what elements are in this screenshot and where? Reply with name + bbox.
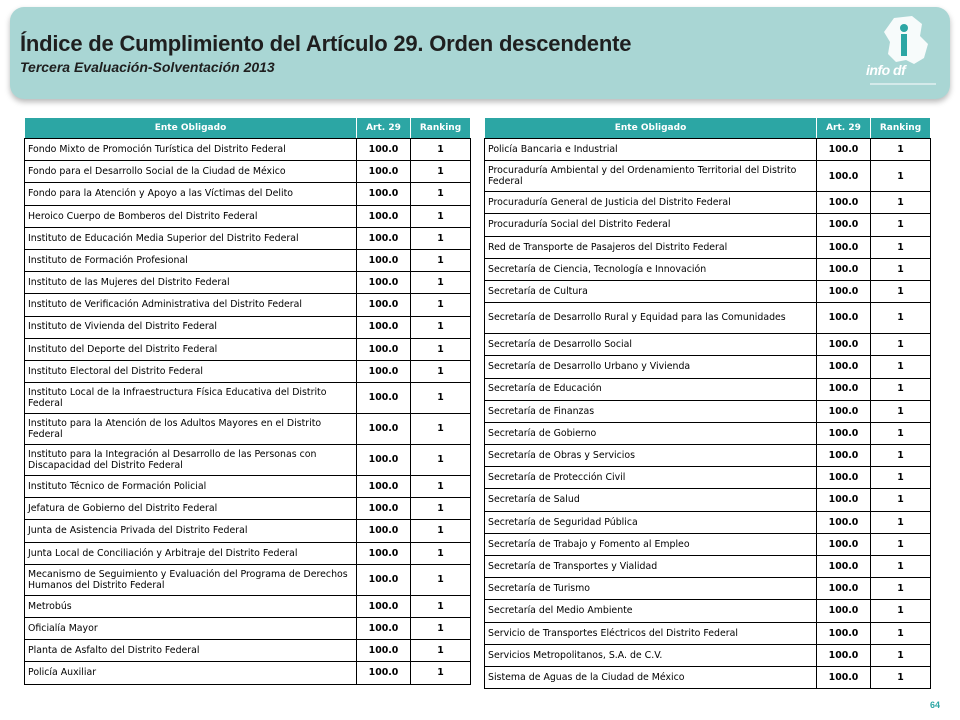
table-row — [485, 334, 931, 356]
art29-cell: 100.0 — [357, 161, 411, 183]
table-row — [485, 303, 931, 334]
art29-cell: 100.0 — [817, 600, 871, 622]
ranking-cell: 1 — [411, 595, 471, 617]
entity-cell: Secretaría de Desarrollo Rural y Equidad para las Comunidades — [485, 303, 817, 334]
art29-cell: 100.0 — [357, 564, 411, 595]
entity-cell: Heroico Cuerpo de Bomberos del Distrito Federal — [25, 205, 357, 227]
table-row — [25, 640, 471, 662]
ranking-cell: 1 — [411, 640, 471, 662]
ranking-cell: 1 — [871, 236, 931, 258]
art29-cell: 100.0 — [817, 356, 871, 378]
table-row — [25, 542, 471, 564]
table-row — [485, 161, 931, 192]
table-row — [25, 498, 471, 520]
column-header-entity: Ente Obligado — [485, 118, 817, 139]
ranking-cell: 1 — [871, 578, 931, 600]
entity-cell: Secretaría de Desarrollo Social — [485, 334, 817, 356]
art29-cell: 100.0 — [817, 378, 871, 400]
table-row — [485, 139, 931, 161]
art29-cell: 100.0 — [357, 383, 411, 414]
table-row — [485, 378, 931, 400]
table-row — [485, 258, 931, 280]
ranking-cell: 1 — [411, 316, 471, 338]
ranking-cell: 1 — [871, 666, 931, 688]
entity-cell: Junta Local de Conciliación y Arbitraje del Distrito Federal — [25, 542, 357, 564]
entity-cell: Secretaría de Gobierno — [485, 422, 817, 444]
art29-cell: 100.0 — [817, 192, 871, 214]
column-header-ranking: Ranking — [411, 118, 471, 139]
table-row — [25, 183, 471, 205]
ranking-cell: 1 — [411, 249, 471, 271]
ranking-cell: 1 — [871, 644, 931, 666]
table-row — [485, 236, 931, 258]
entity-cell: Secretaría de Finanzas — [485, 400, 817, 422]
ranking-cell: 1 — [871, 139, 931, 161]
entity-cell: Fondo para el Desarrollo Social de la Ciudad de México — [25, 161, 357, 183]
ranking-cell: 1 — [871, 467, 931, 489]
table-row — [485, 556, 931, 578]
entity-cell: Instituto de las Mujeres del Distrito Federal — [25, 272, 357, 294]
table-row — [25, 414, 471, 445]
table-row — [25, 520, 471, 542]
table-row — [485, 445, 931, 467]
art29-cell: 100.0 — [817, 236, 871, 258]
ranking-cell: 1 — [871, 622, 931, 644]
column-header-art29: Art. 29 — [357, 118, 411, 139]
art29-cell: 100.0 — [817, 422, 871, 444]
table-row — [485, 467, 931, 489]
table-row — [485, 622, 931, 644]
ranking-cell: 1 — [411, 161, 471, 183]
art29-cell: 100.0 — [817, 258, 871, 280]
ranking-cell: 1 — [411, 272, 471, 294]
table-row — [485, 422, 931, 444]
table-row — [25, 476, 471, 498]
entity-cell: Jefatura de Gobierno del Distrito Federal — [25, 498, 357, 520]
table-row — [485, 578, 931, 600]
table-row — [25, 272, 471, 294]
art29-cell: 100.0 — [817, 533, 871, 555]
entity-cell: Instituto de Verificación Administrativa del Distrito Federal — [25, 294, 357, 316]
art29-cell: 100.0 — [357, 294, 411, 316]
ranking-cell: 1 — [411, 542, 471, 564]
entity-cell: Secretaría de Desarrollo Urbano y Vivienda — [485, 356, 817, 378]
entity-cell: Secretaría de Trabajo y Fomento al Empleo — [485, 533, 817, 555]
art29-cell: 100.0 — [357, 205, 411, 227]
entity-cell: Procuraduría Ambiental y del Ordenamiento Territorial del Distrito Federal — [485, 161, 817, 192]
ranking-cell: 1 — [871, 600, 931, 622]
art29-cell: 100.0 — [817, 556, 871, 578]
entity-cell: Secretaría de Protección Civil — [485, 467, 817, 489]
ranking-cell: 1 — [871, 378, 931, 400]
art29-cell: 100.0 — [817, 511, 871, 533]
table-row — [485, 356, 931, 378]
page-subtitle: Tercera Evaluación-Solventación 2013 — [20, 59, 275, 75]
table-row — [25, 139, 471, 161]
logo-text: info df — [866, 62, 906, 78]
column-header-entity: Ente Obligado — [25, 118, 357, 139]
art29-cell: 100.0 — [357, 618, 411, 640]
ranking-cell: 1 — [411, 338, 471, 360]
ranking-cell: 1 — [871, 533, 931, 555]
table-row — [485, 600, 931, 622]
art29-cell: 100.0 — [817, 489, 871, 511]
art29-cell: 100.0 — [357, 498, 411, 520]
ranking-cell: 1 — [871, 511, 931, 533]
table-row — [485, 644, 931, 666]
table-row — [485, 192, 931, 214]
ranking-cell: 1 — [871, 356, 931, 378]
table-header-row — [25, 118, 471, 139]
table-row — [25, 316, 471, 338]
entity-cell: Policía Auxiliar — [25, 662, 357, 684]
table-row — [25, 249, 471, 271]
entity-cell: Secretaría de Ciencia, Tecnología e Innovación — [485, 258, 817, 280]
art29-cell: 100.0 — [357, 542, 411, 564]
art29-cell: 100.0 — [357, 360, 411, 382]
art29-cell: 100.0 — [817, 622, 871, 644]
art29-cell: 100.0 — [817, 334, 871, 356]
entity-cell: Servicios Metropolitanos, S.A. de C.V. — [485, 644, 817, 666]
table-row — [485, 533, 931, 555]
art29-cell: 100.0 — [357, 640, 411, 662]
art29-cell: 100.0 — [357, 139, 411, 161]
ranking-cell: 1 — [871, 422, 931, 444]
ranking-cell: 1 — [411, 360, 471, 382]
table-row — [25, 445, 471, 476]
art29-cell: 100.0 — [357, 414, 411, 445]
column-header-ranking: Ranking — [871, 118, 931, 139]
table-row — [25, 338, 471, 360]
entity-cell: Sistema de Aguas de la Ciudad de México — [485, 666, 817, 688]
compliance-table-right — [484, 117, 931, 689]
entity-cell: Fondo Mixto de Promoción Turística del Distrito Federal — [25, 139, 357, 161]
art29-cell: 100.0 — [357, 227, 411, 249]
art29-cell: 100.0 — [357, 662, 411, 684]
ranking-cell: 1 — [871, 192, 931, 214]
entity-cell: Junta de Asistencia Privada del Distrito Federal — [25, 520, 357, 542]
table-row — [25, 294, 471, 316]
art29-cell: 100.0 — [357, 183, 411, 205]
table-row — [25, 360, 471, 382]
infodf-logo-icon — [866, 14, 940, 94]
entity-cell: Secretaría de Salud — [485, 489, 817, 511]
page-number: 64 — [930, 700, 941, 710]
ranking-cell: 1 — [871, 556, 931, 578]
art29-cell: 100.0 — [357, 476, 411, 498]
entity-cell: Instituto de Formación Profesional — [25, 249, 357, 271]
entity-cell: Secretaría del Medio Ambiente — [485, 600, 817, 622]
ranking-cell: 1 — [871, 489, 931, 511]
table-row — [25, 161, 471, 183]
table-row — [485, 489, 931, 511]
entity-cell: Fondo para la Atención y Apoyo a las Víctimas del Delito — [25, 183, 357, 205]
ranking-cell: 1 — [411, 183, 471, 205]
entity-cell: Secretaría de Educación — [485, 378, 817, 400]
art29-cell: 100.0 — [817, 161, 871, 192]
table-row — [485, 280, 931, 302]
entity-cell: Procuraduría General de Justicia del Distrito Federal — [485, 192, 817, 214]
table-header-row — [485, 118, 931, 139]
entity-cell: Secretaría de Obras y Servicios — [485, 445, 817, 467]
entity-cell: Secretaría de Turismo — [485, 578, 817, 600]
table-row — [25, 383, 471, 414]
page-title: Índice de Cumplimiento del Artículo 29. Orden descendente — [20, 31, 632, 56]
ranking-cell: 1 — [411, 618, 471, 640]
entity-cell: Secretaría de Cultura — [485, 280, 817, 302]
ranking-cell: 1 — [871, 400, 931, 422]
ranking-cell: 1 — [411, 139, 471, 161]
art29-cell: 100.0 — [817, 467, 871, 489]
entity-cell: Servicio de Transportes Eléctricos del Distrito Federal — [485, 622, 817, 644]
compliance-table-left — [24, 117, 471, 685]
table-row — [485, 214, 931, 236]
ranking-cell: 1 — [871, 303, 931, 334]
ranking-cell: 1 — [411, 294, 471, 316]
ranking-cell: 1 — [411, 414, 471, 445]
art29-cell: 100.0 — [817, 666, 871, 688]
art29-cell: 100.0 — [817, 445, 871, 467]
table-row — [25, 662, 471, 684]
art29-cell: 100.0 — [357, 249, 411, 271]
entity-cell: Planta de Asfalto del Distrito Federal — [25, 640, 357, 662]
table-row — [25, 205, 471, 227]
entity-cell: Instituto de Vivienda del Distrito Federal — [25, 316, 357, 338]
art29-cell: 100.0 — [817, 400, 871, 422]
ranking-cell: 1 — [411, 564, 471, 595]
entity-cell: Instituto para la Integración al Desarrollo de las Personas con Discapacidad del Distrito Federal — [25, 445, 357, 476]
ranking-cell: 1 — [871, 214, 931, 236]
ranking-cell: 1 — [411, 476, 471, 498]
art29-cell: 100.0 — [817, 280, 871, 302]
ranking-cell: 1 — [411, 383, 471, 414]
art29-cell: 100.0 — [357, 520, 411, 542]
art29-cell: 100.0 — [357, 445, 411, 476]
table-row — [485, 666, 931, 688]
art29-cell: 100.0 — [817, 139, 871, 161]
entity-cell: Procuraduría Social del Distrito Federal — [485, 214, 817, 236]
art29-cell: 100.0 — [817, 578, 871, 600]
ranking-cell: 1 — [411, 227, 471, 249]
entity-cell: Red de Transporte de Pasajeros del Distrito Federal — [485, 236, 817, 258]
entity-cell: Instituto del Deporte del Distrito Federal — [25, 338, 357, 360]
ranking-cell: 1 — [871, 161, 931, 192]
ranking-cell: 1 — [871, 445, 931, 467]
ranking-cell: 1 — [411, 445, 471, 476]
ranking-cell: 1 — [411, 662, 471, 684]
ranking-cell: 1 — [411, 205, 471, 227]
art29-cell: 100.0 — [817, 644, 871, 666]
entity-cell: Instituto Local de la Infraestructura Física Educativa del Distrito Federal — [25, 383, 357, 414]
table-row — [25, 227, 471, 249]
table-row — [485, 400, 931, 422]
table-row — [25, 595, 471, 617]
art29-cell: 100.0 — [357, 338, 411, 360]
art29-cell: 100.0 — [357, 316, 411, 338]
entity-cell: Instituto de Educación Media Superior del Distrito Federal — [25, 227, 357, 249]
table-row — [25, 618, 471, 640]
entity-cell: Policía Bancaria e Industrial — [485, 139, 817, 161]
entity-cell: Instituto Electoral del Distrito Federal — [25, 360, 357, 382]
entity-cell: Mecanismo de Seguimiento y Evaluación del Programa de Derechos Humanos del Distrito Federal — [25, 564, 357, 595]
entity-cell: Instituto Técnico de Formación Policial — [25, 476, 357, 498]
entity-cell: Oficialía Mayor — [25, 618, 357, 640]
table-row — [485, 511, 931, 533]
table-row — [25, 564, 471, 595]
ranking-cell: 1 — [871, 280, 931, 302]
art29-cell: 100.0 — [357, 595, 411, 617]
ranking-cell: 1 — [871, 334, 931, 356]
art29-cell: 100.0 — [817, 303, 871, 334]
art29-cell: 100.0 — [357, 272, 411, 294]
column-header-art29: Art. 29 — [817, 118, 871, 139]
entity-cell: Instituto para la Atención de los Adultos Mayores en el Distrito Federal — [25, 414, 357, 445]
ranking-cell: 1 — [411, 498, 471, 520]
entity-cell: Secretaría de Transportes y Vialidad — [485, 556, 817, 578]
ranking-cell: 1 — [871, 258, 931, 280]
entity-cell: Secretaría de Seguridad Pública — [485, 511, 817, 533]
art29-cell: 100.0 — [817, 214, 871, 236]
ranking-cell: 1 — [411, 520, 471, 542]
entity-cell: Metrobús — [25, 595, 357, 617]
